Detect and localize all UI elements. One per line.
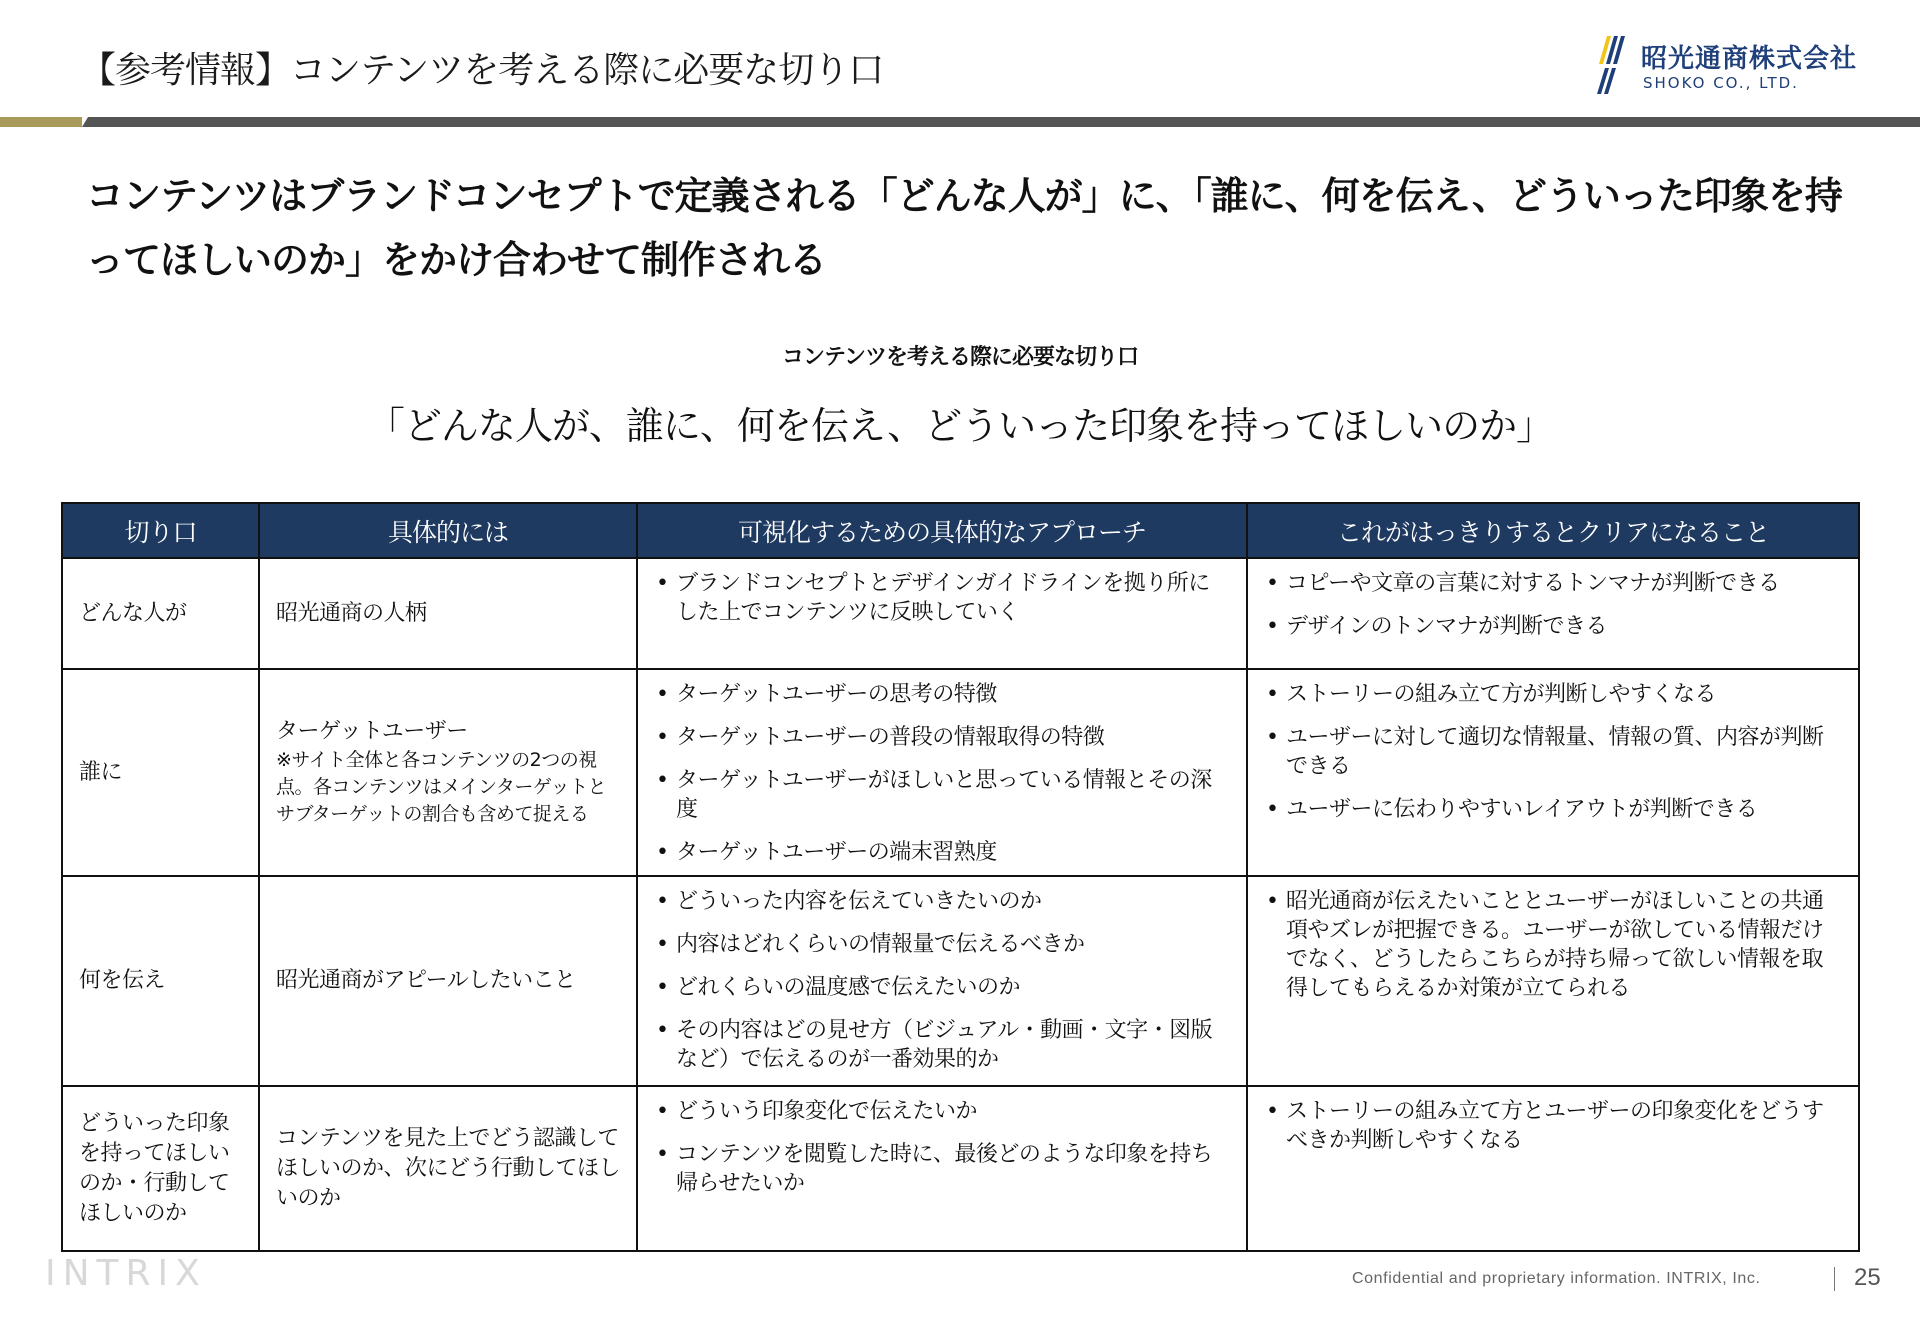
key-message: コンテンツはブランドコンセプトで定義される「どんな人が」に、「誰に、何を伝え、どういった印象を持ってほしいのか」をかけ合わせて制作される <box>86 174 1842 282</box>
list-item: • どういった内容を伝えていきたいのか <box>654 887 1230 916</box>
list-item: • その内容はどの見せ方（ビジュアル・動画・文字・図版など）で伝えるのが一番効果的か <box>654 1016 1230 1074</box>
table-header-row <box>62 503 1859 558</box>
section-label: コンテンツを考える際に必要な切り口 <box>782 345 1138 370</box>
specific-main: ターゲットユーザー <box>276 719 468 744</box>
logo-slash-marks-icon <box>1595 34 1635 96</box>
logo-company-name-en: SHOKO CO., LTD. <box>1643 74 1799 92</box>
aspects-table <box>61 502 1860 1252</box>
list-item: • 昭光通商が伝えたいこととユーザーがほしいことの共通項やズレが把握できる。ユーザーが欲している情報だけでなく、どうしたらこちらが持ち帰って欲しい情報を取得してもらえるか対策が立てられる <box>1264 887 1842 1003</box>
divider-gray-segment <box>82 117 1920 127</box>
list-item: • どれくらいの温度感で伝えたいのか <box>654 973 1230 1002</box>
list-item: • ターゲットユーザーの端末習熟度 <box>654 838 1230 867</box>
list-item: • ターゲットユーザーの普段の情報取得の特徴 <box>654 723 1230 752</box>
slide-title: 【参考情報】コンテンツを考える際に必要な切り口 <box>80 50 884 91</box>
cell-approach <box>637 1086 1247 1251</box>
cell-aspect: どういった印象を持ってほしいのか・行動してほしいのか <box>62 1086 259 1251</box>
header-clarified: これがはっきりするとクリアになること <box>1247 503 1859 558</box>
cell-approach <box>637 558 1247 669</box>
cell-approach <box>637 876 1247 1086</box>
list-item: • どういう印象変化で伝えたいか <box>654 1097 1230 1126</box>
logo-company-name-jp: 昭光通商株式会社 <box>1641 44 1858 74</box>
header-approach: 可視化するための具体的なアプローチ <box>637 503 1247 558</box>
cell-specific <box>259 669 637 876</box>
footer-divider <box>1834 1267 1835 1291</box>
list-item: • ユーザーに対して適切な情報量、情報の質、内容が判断できる <box>1264 723 1842 781</box>
cell-aspect: 誰に <box>62 669 259 876</box>
cell-aspect: 何を伝え <box>62 876 259 1086</box>
list-item: • ターゲットユーザーがほしいと思っている情報とその深度 <box>654 766 1230 824</box>
list-item: • ストーリーの組み立て方が判断しやすくなる <box>1264 680 1842 709</box>
cell-specific: 昭光通商の人柄 <box>259 558 637 669</box>
list-item: • デザインのトンマナが判断できる <box>1264 612 1842 641</box>
cell-aspect: どんな人が <box>62 558 259 669</box>
footer-brand-logo: INTRIX <box>45 1253 207 1294</box>
confidential-notice: Confidential and proprietary information. INTRIX, Inc. <box>1352 1270 1761 1287</box>
specific-note: ※サイト全体と各コンテンツの2つの視点。各コンテンツはメインターゲットとサブターゲットの割合も含めて捉える <box>276 749 607 825</box>
cell-clarified <box>1247 558 1859 669</box>
list-item: • ユーザーに伝わりやすいレイアウトが判断できる <box>1264 795 1842 824</box>
cell-clarified <box>1247 1086 1859 1251</box>
list-item: • コンテンツを閲覧した時に、最後どのような印象を持ち帰らせたいか <box>654 1140 1230 1198</box>
table-row <box>62 669 1859 876</box>
table-row <box>62 876 1859 1086</box>
list-item: • ストーリーの組み立て方とユーザーの印象変化をどうすべきか判断しやすくなる <box>1264 1097 1842 1155</box>
cell-specific: コンテンツを見た上でどう認識してほしいのか、次にどう行動してほしいのか <box>259 1086 637 1251</box>
table-row <box>62 1086 1859 1251</box>
header-aspect: 切り口 <box>62 503 259 558</box>
page-number: 25 <box>1854 1264 1881 1291</box>
divider-gold-segment <box>0 117 82 127</box>
cell-specific: 昭光通商がアピールしたいこと <box>259 876 637 1086</box>
list-item: • 内容はどれくらいの情報量で伝えるべきか <box>654 930 1230 959</box>
cell-clarified <box>1247 876 1859 1086</box>
header-specific: 具体的には <box>259 503 637 558</box>
key-question: 「どんな人が、誰に、何を伝え、どういった印象を持ってほしいのか」 <box>366 404 1554 448</box>
header-divider-bar <box>0 117 1920 127</box>
list-item: • ターゲットユーザーの思考の特徴 <box>654 680 1230 709</box>
company-logo <box>1595 30 1895 100</box>
table-row <box>62 558 1859 669</box>
list-item: • ブランドコンセプトとデザインガイドラインを拠り所にした上でコンテンツに反映していく <box>654 569 1230 627</box>
list-item: • コピーや文章の言葉に対するトンマナが判断できる <box>1264 569 1842 598</box>
cell-clarified <box>1247 669 1859 876</box>
cell-approach <box>637 669 1247 876</box>
